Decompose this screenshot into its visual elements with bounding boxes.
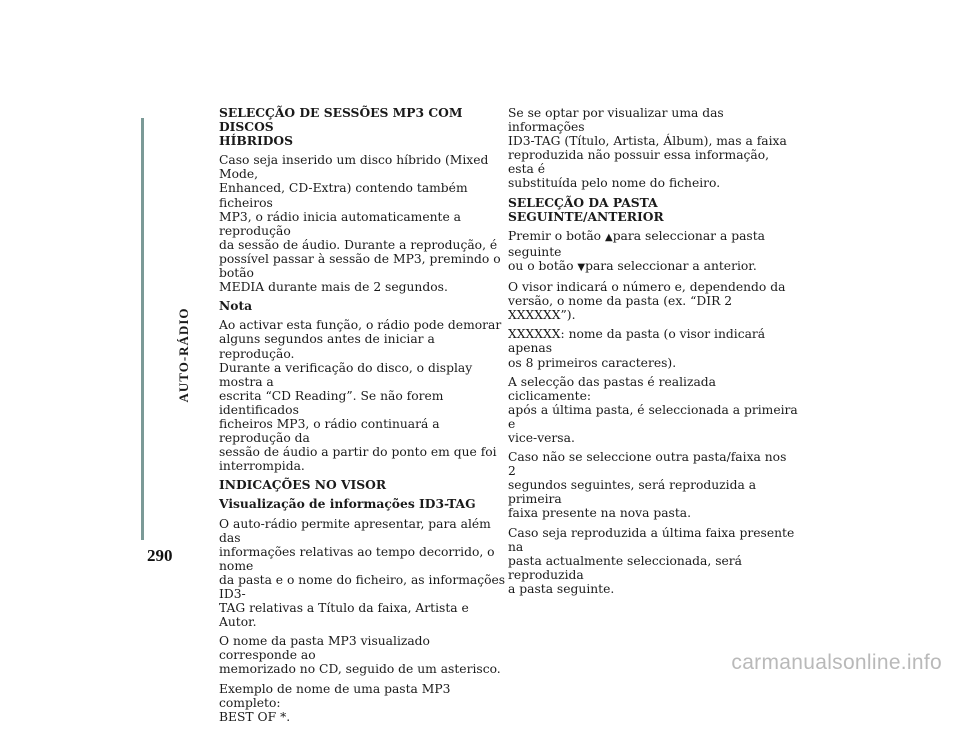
paragraph-no-selection: Caso não se seleccione outra pasta/faixa nos 2 segundos seguintes, será reproduzida a primeira faixa presente na nova pasta. (508, 450, 787, 521)
press-up-text: para seleccionar a pasta seguinte (508, 228, 765, 259)
press-prefix: Premir o botão (508, 228, 605, 243)
paragraph-id3-options: Se se optar por visualizar uma das informações ID3-TAG (Título, Artista, Álbum), mas a faixa reproduzida não possuir essa informação, esta é substituída pelo nome do ficheiro. (508, 106, 787, 191)
paragraph-hybrid-disc: Caso seja inserido um disco híbrido (Mixed Mode, Enhanced, CD-Extra) contendo também ficheiros MP3, o rádio inicia automaticamente a reprodução da sessão de áudio. Durante a reprodução, é possível passar à sessão de MP3, premindo o botão MEDIA durante mais de 2 segundos. (219, 153, 501, 295)
heading-mp3-sessions: SELECÇÃO DE SESSÕES MP3 COM DISCOS HÍBRIDOS (219, 105, 463, 149)
press-or: ou o botão (508, 258, 578, 273)
paragraph-id3-info: O auto-rádio permite apresentar, para além das informações relativas ao tempo decorrido, o nome da pasta e o nome do ficheiro, as informações ID3- TAG relativas a Título da faixa, Artista e Autor. (219, 516, 506, 630)
paragraph-xxxxxx: XXXXXX: nome da pasta (o visor indicará apenas os 8 primeiros caracteres). (508, 327, 766, 370)
paragraph-visor: O visor indicará o número e, dependendo da versão, o nome da pasta (ex. “DIR 2 XXXXXX”). (508, 280, 786, 323)
subheading-id3-tag: Visualização de informações ID3-TAG (219, 496, 476, 512)
heading-display-indications: INDICAÇÕES NO VISOR (219, 477, 387, 493)
section-label: AUTO-RÁDIO (176, 307, 191, 403)
paragraph-folder-name: O nome da pasta MP3 visualizado corresponde ao memorizado no CD, seguido de um asterisco. (219, 634, 501, 677)
paragraph-press-button (508, 229, 798, 275)
up-arrow-icon: ▲ (604, 231, 613, 243)
heading-next-previous-folder: SELECÇÃO DA PASTA SEGUINTE/ANTERIOR (508, 194, 664, 224)
down-arrow-icon: ▼ (577, 261, 586, 273)
left-column (219, 106, 509, 729)
paragraph-last-track: Caso seja reproduzida a última faixa presente na pasta actualmente seleccionada, será reproduzida a pasta seguinte. (508, 525, 795, 596)
note-title: Nota (219, 298, 253, 314)
page-number: 290 (147, 546, 173, 565)
sidebar-divider-line (141, 118, 144, 540)
note-text: Ao activar esta função, o rádio pode demorar alguns segundos antes de iniciar a reprodução. Durante a verificação do disco, o display mostra a escrita “CD Reading”. Se não forem identificados ficheiros MP3, o rádio continuará a reprodução da sessão de áudio a partir do ponto em que foi interrompida. (219, 318, 502, 474)
paragraph-example: Exemplo de nome de uma pasta MP3 completo: BEST OF *. (219, 681, 451, 724)
right-column (508, 106, 798, 601)
watermark: carmanualsonline.info (731, 651, 942, 674)
press-down-text: para seleccionar a anterior. (585, 258, 757, 273)
paragraph-cyclic: A selecção das pastas é realizada ciclicamente: após a última pasta, é seleccionada a primeira e vice-versa. (508, 374, 798, 445)
